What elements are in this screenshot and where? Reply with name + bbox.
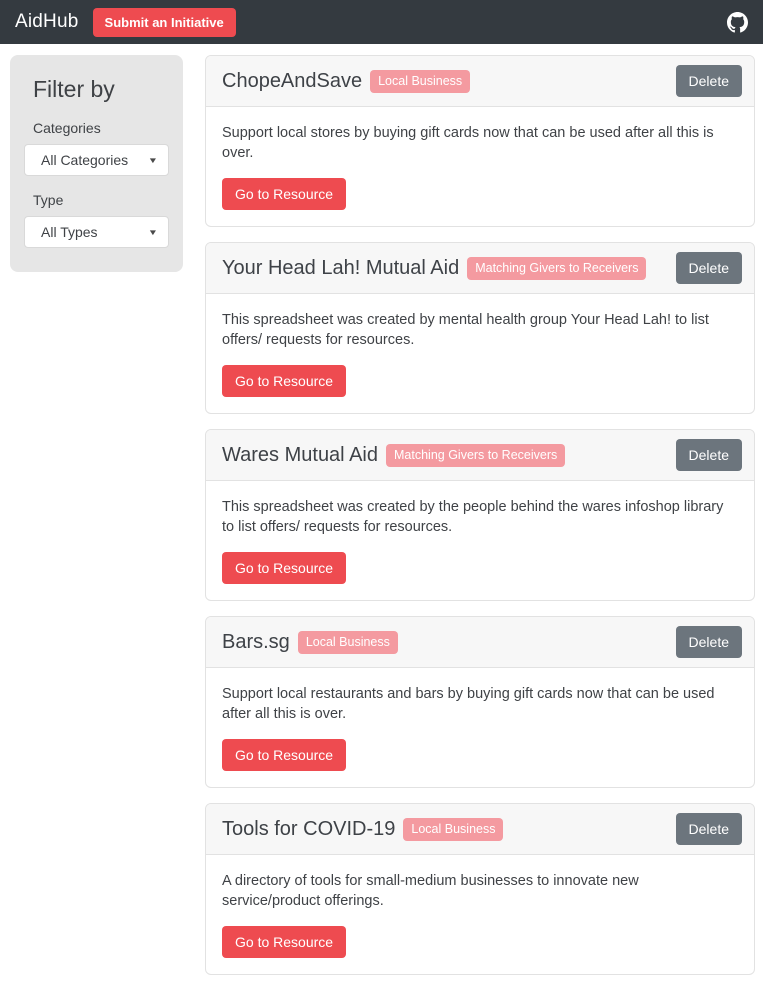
card-title: Wares Mutual Aid — [222, 443, 378, 466]
initiative-list — [205, 55, 755, 990]
card-description: Support local stores by buying gift cards now that can be used after all this is over. — [222, 125, 714, 161]
filter-title: Filter by — [33, 76, 115, 102]
card-description: This spreadsheet was created by mental health group Your Head Lah! to list offers/ requests for resources. — [222, 312, 709, 348]
go-to-resource-button[interactable]: Go to Resource — [222, 365, 346, 397]
delete-button[interactable]: Delete — [676, 439, 742, 471]
card-header — [206, 617, 754, 668]
type-select-value: All Types — [41, 224, 98, 240]
card-header — [206, 56, 754, 107]
navbar — [0, 0, 763, 44]
card-title: ChopeAndSave — [222, 69, 363, 92]
card-badge: Local Business — [370, 70, 470, 93]
type-select[interactable] — [24, 216, 169, 248]
card-title: Bars.sg — [222, 630, 290, 653]
go-to-resource-button[interactable]: Go to Resource — [222, 178, 346, 210]
categories-select-value: All Categories — [41, 152, 129, 168]
delete-button[interactable]: Delete — [676, 626, 742, 658]
initiative-card — [205, 616, 755, 788]
chevron-down-icon: ▼ — [147, 155, 159, 165]
card-title: Tools for COVID-19 — [222, 817, 396, 840]
card-body — [206, 107, 754, 226]
submit-initiative-button[interactable]: Submit an Initiative — [93, 8, 236, 37]
go-to-resource-button[interactable]: Go to Resource — [222, 926, 346, 958]
card-body — [206, 855, 754, 974]
initiative-card — [205, 803, 755, 975]
delete-button[interactable]: Delete — [676, 252, 742, 284]
card-description: This spreadsheet was created by the people behind the wares infoshop library to list offers/ requests for resources. — [222, 499, 724, 535]
categories-select[interactable] — [24, 144, 169, 176]
card-header — [206, 430, 754, 481]
go-to-resource-button[interactable]: Go to Resource — [222, 552, 346, 584]
card-badge: Local Business — [298, 631, 398, 654]
page-body — [0, 44, 763, 990]
chevron-down-icon: ▼ — [147, 227, 159, 237]
card-header — [206, 804, 754, 855]
card-badge: Matching Givers to Receivers — [386, 444, 565, 467]
card-header — [206, 243, 754, 294]
card-title: Your Head Lah! Mutual Aid — [222, 256, 460, 279]
initiative-card — [205, 242, 755, 414]
go-to-resource-button[interactable]: Go to Resource — [222, 739, 346, 771]
initiative-card — [205, 429, 755, 601]
card-body — [206, 668, 754, 787]
filter-panel — [10, 55, 183, 272]
card-description: Support local restaurants and bars by buying gift cards now that can be used after all this is over. — [222, 686, 715, 722]
card-badge: Local Business — [403, 818, 503, 841]
app-brand[interactable]: AidHub — [15, 11, 79, 32]
categories-label: Categories — [33, 120, 101, 136]
card-description: A directory of tools for small-medium businesses to innovate new service/product offerings. — [222, 873, 639, 909]
card-body — [206, 294, 754, 413]
github-icon[interactable] — [727, 12, 748, 33]
type-label: Type — [33, 192, 64, 208]
card-body — [206, 481, 754, 600]
initiative-card — [205, 55, 755, 227]
delete-button[interactable]: Delete — [676, 65, 742, 97]
card-badge: Matching Givers to Receivers — [467, 257, 646, 280]
delete-button[interactable]: Delete — [676, 813, 742, 845]
